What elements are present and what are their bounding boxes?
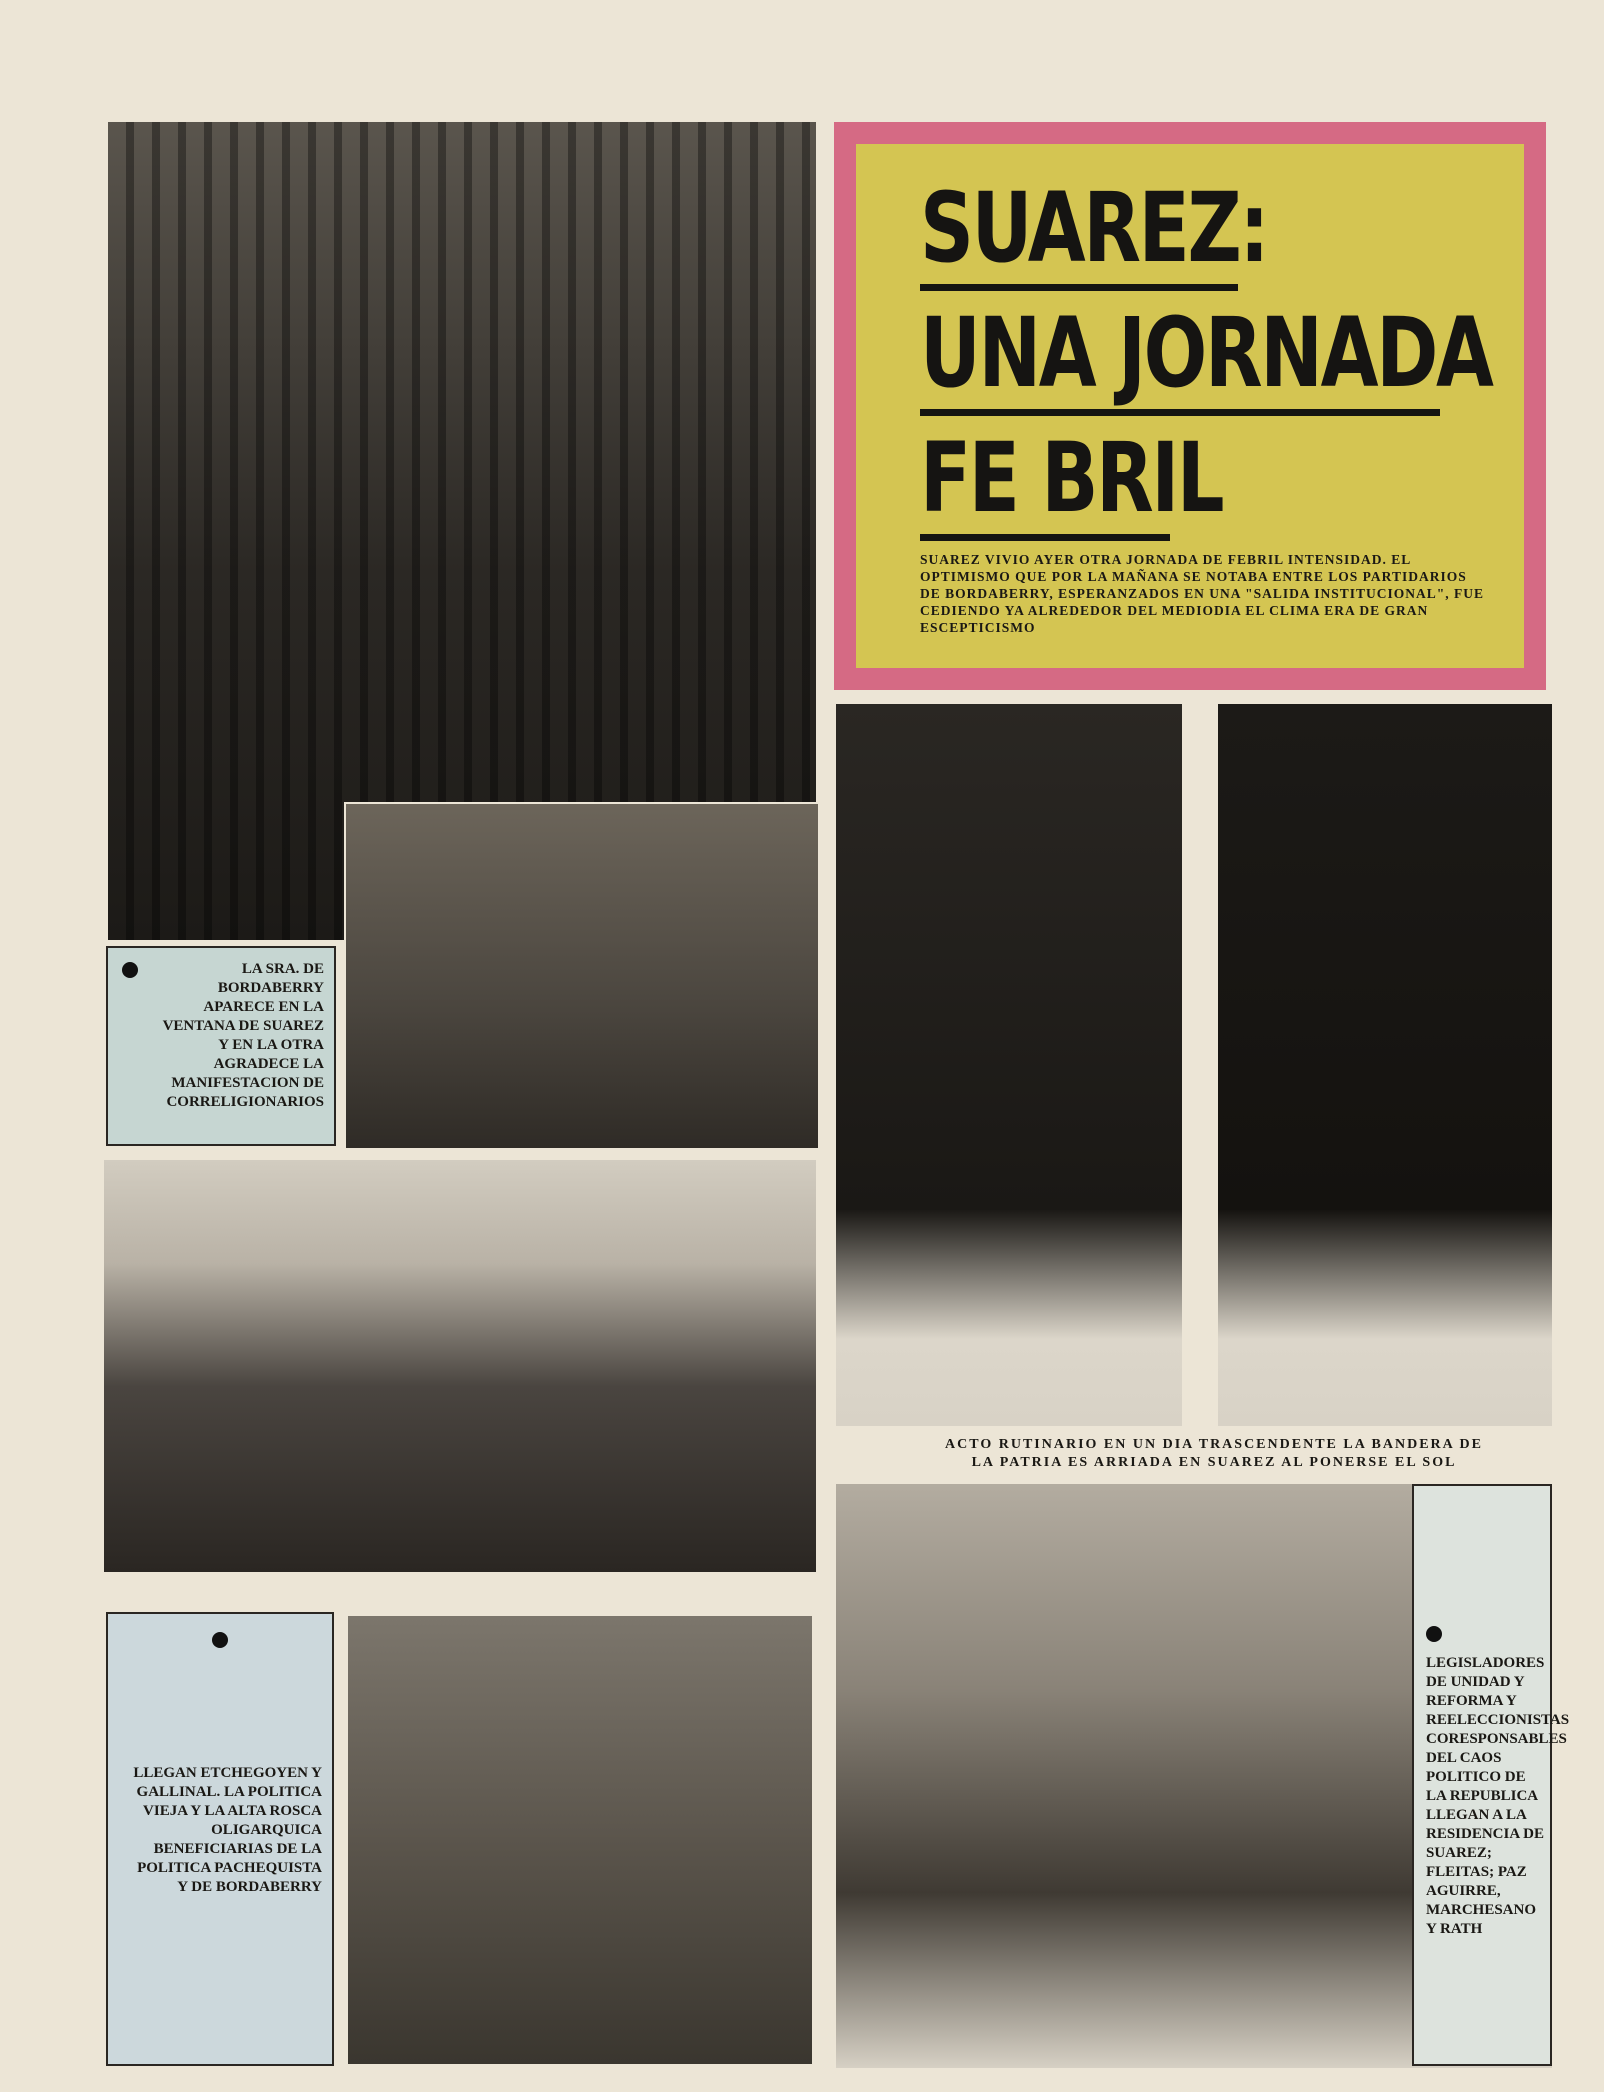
caption-flag: ACTO RUTINARIO EN UN DIA TRASCENDENTE LA BANDERA DE LA PATRIA ES ARRIADA EN SUAREZ AL PONERSE EL SOL — [945, 1437, 1483, 1470]
car-passenger-photo — [104, 1160, 816, 1572]
headline-box — [834, 122, 1546, 690]
caption-arrival-text: LLEGAN ETCHEGOYEN Y GALLINAL. LA POLITICA VIEJA Y LA ALTA ROSCA OLIGARQUICA BENEFICIARIAS DE LA POLITICA PACHEQUISTA Y DE BORDABERRY — [133, 1765, 322, 1895]
bullet-icon — [122, 962, 138, 978]
caption-window — [106, 946, 336, 1146]
window-photo — [344, 802, 820, 1150]
headline-line-2: UNA JORNADA — [920, 297, 1492, 409]
headline-panel — [856, 144, 1524, 668]
caption-window-text: LA SRA. DE BORDABERRY APARECE EN LA VENTANA DE SUAREZ Y EN LA OTRA AGRADECE LA MANIFESTACION DE CORRELIGIONARIOS — [162, 961, 324, 1110]
street-walkers-photo — [348, 1616, 812, 2064]
headline-rule — [920, 534, 1170, 541]
bullet-icon — [212, 1632, 228, 1648]
flag-photo-left — [836, 704, 1182, 1426]
headline-dek: SUAREZ VIVIO AYER OTRA JORNADA DE FEBRIL INTENSIDAD. EL OPTIMISMO QUE POR LA MAÑANA SE NOTABA ENTRE LOS PARTIDARIOS DE BORDABERRY, ESPERANZADOS EN UNA "SALIDA INSTITUCIONAL", FUE CEDIENDO YA ALREDEDOR DEL MEDIODIA EL CLIMA ERA DE GRAN ESCEPTICISMO — [920, 552, 1484, 635]
headline-rule — [920, 284, 1238, 291]
headline-rule — [920, 409, 1440, 416]
caption-arrival — [106, 1612, 334, 2066]
headline-line-3: FE BRIL — [920, 422, 1223, 534]
caption-legislators-text: LEGISLADORES DE UNIDAD Y REFORMA Y REELECCIONISTAS CORESPONSABLES DEL CAOS POLITICO DE LA REPUBLICA LLEGAN A LA RESIDENCIA DE SUAREZ; FLEITAS; PAZ AGUIRRE, MARCHESANO Y RATH — [1426, 1655, 1570, 1937]
flag-photo-right — [1218, 704, 1552, 1426]
headline-line-1: SUAREZ: — [920, 172, 1268, 284]
caption-legislators — [1412, 1484, 1570, 2066]
bullet-icon — [1426, 1626, 1442, 1642]
